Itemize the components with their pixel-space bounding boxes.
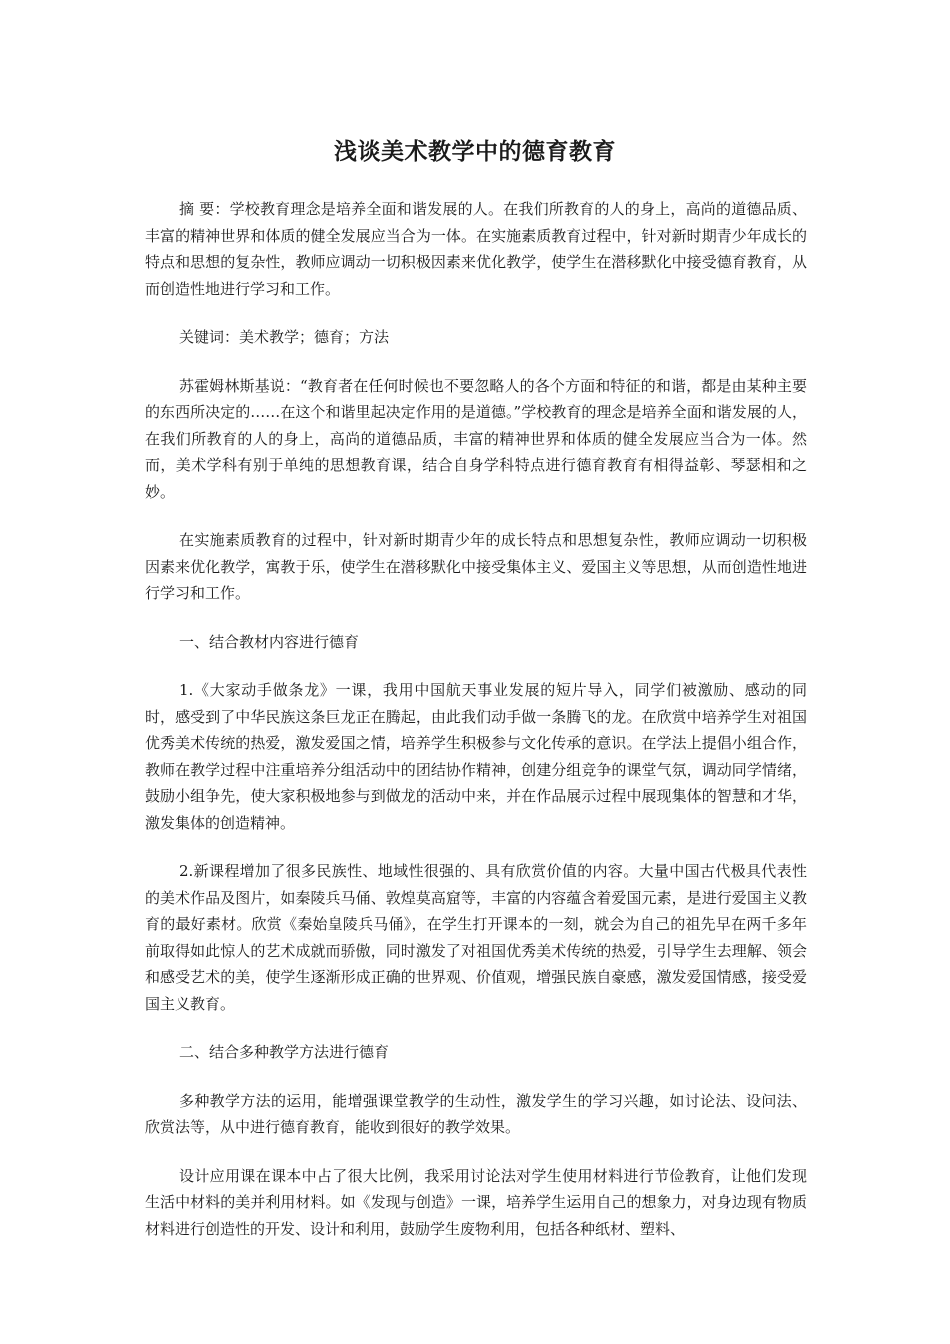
body-paragraph: 在实施素质教育的过程中，针对新时期青少年的成长特点和思想复杂性，教师应调动一切积极因素来优化教学，寓教于乐，使学生在潜移默化中接受集体主义、爱国主义等思想，从而创造性地进行学习和工作。: [145, 531, 807, 602]
body-paragraph: 苏霍姆林斯基说：“教育者在任何时候也不要忽略人的各个方面和特征的和谐，都是由某种主要的东西所决定的……在这个和谐里起决定作用的是道德。”学校教育的理念是培养全面和谐发展的人，在我们所教育的人的身上，高尚的道德品质，丰富的精神世界和体质的健全发展应当合为一体。然而，美术学科有别于单纯的思想教育课，结合自身学科特点进行德育教育有相得益彰、琴瑟相和之妙。: [145, 376, 807, 501]
body-paragraph: 多种教学方法的运用，能增强课堂教学的生动性，激发学生的学习兴趣，如讨论法、设问法、欣赏法等，从中进行德育教育，能收到很好的教学效果。: [145, 1091, 807, 1136]
keywords-paragraph: 关键词：美术教学；德育；方法: [179, 328, 390, 346]
body-paragraph: 2.新课程增加了很多民族性、地域性很强的、具有欣赏价值的内容。大量中国古代极具代表性的美术作品及图片，如秦陵兵马俑、敦煌莫高窟等，丰富的内容蕴含着爱国元素，是进行爱国主义教育的最好素材。欣赏《秦始皇陵兵马俑》，在学生打开课本的一刻，就会为自己的祖先早在两千多年前取得如此惊人的艺术成就而骄傲，同时激发了对祖国优秀美术传统的热爱，引导学生去理解、领会和感受艺术的美，使学生逐渐形成正确的世界观、价值观，增强民族自豪感，激发爱国情感，接受爱国主义教育。: [145, 862, 807, 1013]
abstract-paragraph: 摘 要：学校教育理念是培养全面和谐发展的人。在我们所教育的人的身上，高尚的道德品质、丰富的精神世界和体质的健全发展应当合为一体。在实施素质教育过程中，针对新时期青少年成长的特点和思想的复杂性，教师应调动一切积极因素来优化教学，使学生在潜移默化中接受德育教育，从而创造性地进行学习和工作。: [145, 200, 807, 298]
section-heading: 二、结合多种教学方法进行德育: [179, 1043, 390, 1061]
document-title: 浅谈美术教学中的德育教育: [334, 139, 616, 165]
body-paragraph: 1.《大家动手做条龙》一课，我用中国航天事业发展的短片导入，同学们被激励、感动的同时，感受到了中华民族这条巨龙正在腾起，由此我们动手做一条腾飞的龙。在欣赏中培养学生对祖国优秀美术传统的热爱，激发爱国之情，培养学生积极参与文化传承的意识。在学法上提倡小组合作，教师在教学过程中注重培养分组活动中的团结协作精神，创建分组竞争的课堂气氛，调动同学情绪，鼓励小组争先，使大家积极地参与到做龙的活动中来，并在作品展示过程中展现集体的智慧和才华，激发集体的创造精神。: [145, 681, 807, 832]
document-body: [145, 196, 807, 1242]
body-paragraph: 设计应用课在课本中占了很大比例，我采用讨论法对学生使用材料进行节俭教育，让他们发现生活中材料的美并利用材料。如《发现与创造》一课，培养学生运用自己的想象力，对身边现有物质材料进行创造性的开发、设计和利用，鼓励学生废物利用，包括各种纸材、塑料、: [145, 1166, 807, 1238]
section-heading: 一、结合教材内容进行德育: [179, 632, 360, 651]
